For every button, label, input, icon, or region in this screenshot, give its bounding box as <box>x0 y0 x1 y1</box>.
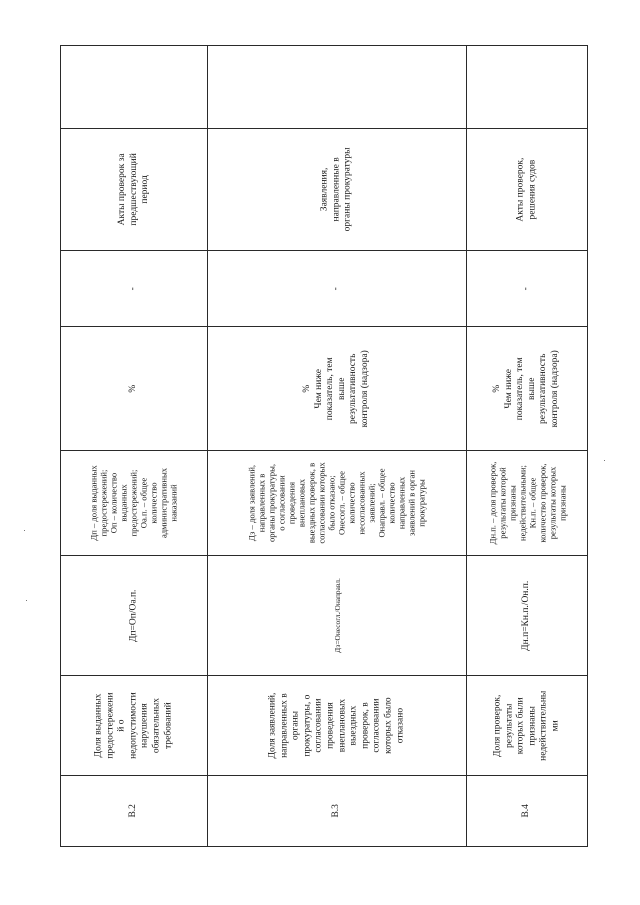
b4-unit-cell <box>467 327 587 450</box>
b4-name: Доля проверок, результаты которых были признаны недействительны ми <box>492 690 561 761</box>
b4-name-cell <box>467 676 587 775</box>
b2-name: Доля выданных предостережени й о недопустимости нарушения обязательных требований <box>93 692 173 759</box>
b2-name-cell <box>61 676 207 775</box>
scan-speck <box>26 600 27 601</box>
b2-target-cell <box>61 251 207 326</box>
table-border-top <box>60 45 588 46</box>
b3-source: Заявления, направленные в органы прокуратуры <box>319 147 353 232</box>
table-border-bottom <box>60 846 588 847</box>
b3-name-cell <box>208 676 466 775</box>
b2-unit-cell <box>61 327 207 450</box>
b3-source-cell <box>208 129 466 250</box>
b3-legend: Дз – доля заявлений, направленных в органы прокуратуры, о согласовании проведения внеплановых выездных проверок, в согласовании которых было отказано; Онесогл. – общее количество несогласованных заявлений; Онаправл. – общее количество направленных заявлений в орган прокуратуры <box>246 462 427 544</box>
b4-formula-cell <box>467 556 587 675</box>
b4-legend-cell <box>467 451 587 555</box>
table-border-right <box>587 45 588 847</box>
b2-code: B.2 <box>128 804 139 818</box>
b2-source: Акты проверок за предшествующий период <box>116 153 150 226</box>
b2-source-cell <box>61 129 207 250</box>
b4-source-cell <box>467 129 587 250</box>
b2-target: - <box>128 286 139 291</box>
scan-speck <box>604 460 605 461</box>
b3-unit-cell <box>208 327 466 450</box>
b2-legend: Дп – доля выданных предостережений; Оп – количество выданных предостережений; Оа.п. – общее количество административных наказаний <box>88 465 179 541</box>
b4-target: - <box>521 286 532 291</box>
b3-legend-cell <box>208 451 466 555</box>
b4-unit: % Чем ниже показатель, тем выше результативность контроля (надзора) <box>492 349 561 428</box>
b2-formula: Дп=Оп/Оа.п. <box>128 589 139 642</box>
b3-name: Доля заявлений, направленных в органы прокуратуры, о согласовании проведения внеплановых выездных проверок, в согласовании которых было отказано <box>267 692 405 759</box>
b3-unit: % Чем ниже показатель, тем выше результативность контроля (надзора) <box>302 349 371 428</box>
b4-target-cell <box>467 251 587 326</box>
b4-formula: Дн.п=Кн.п./Он.п. <box>521 580 532 651</box>
b2-unit: % <box>128 384 139 393</box>
b3-code: B.3 <box>331 804 342 818</box>
b2-legend-cell <box>61 451 207 555</box>
b2-formula-cell <box>61 556 207 675</box>
b3-target-cell <box>208 251 466 326</box>
b4-code-cell <box>467 776 587 846</box>
b3-formula: Дз=Онесогл./Онаправл. <box>332 578 342 653</box>
b4-legend: Дн.п. – доля проверок, результаты которой признаны недействительными; Кн.п. – общее количество проверок, результаты которых признаны <box>486 461 567 545</box>
b4-source: Акты проверок, решения судов <box>515 157 537 222</box>
scan-speck <box>24 530 25 531</box>
b2-code-cell <box>61 776 207 846</box>
b3-code-cell <box>208 776 466 846</box>
b3-target: - <box>331 286 342 291</box>
b4-code: B.4 <box>521 804 532 818</box>
b3-formula-cell <box>208 556 466 675</box>
